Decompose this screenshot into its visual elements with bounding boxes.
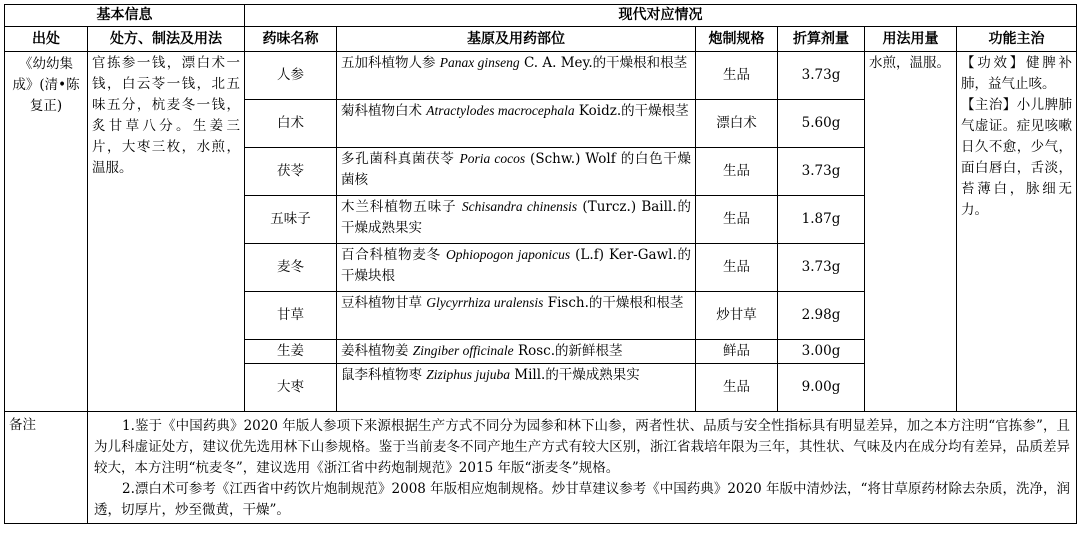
herb-name: 麦冬 [245,244,337,292]
herb-processing: 生品 [696,244,778,292]
herb-name: 生姜 [245,340,337,364]
herb-processing: 生品 [696,148,778,196]
herb-name: 甘草 [245,292,337,340]
herb-dose: 3.00g [778,340,865,364]
header-modern-correspondence: 现代对应情况 [245,5,1077,27]
herb-dose: 2.98g [778,292,865,340]
remark-paragraph-1: 1.鉴于《中国药典》2020 年版人参项下来源根据生产方式不同分为园参和林下山参，两者性状、品质与安全性指标具有明显差异，加之本方注明“官拣参”，且为儿科虚证处方，建议优先选用林下山参规格。鉴于当前麦冬不同产地生产方式有较大区别，浙江省栽培年限为三年，其性状、气味及内在成分均有差异，品质差异较大，本方注明“杭麦冬”，建议选用《浙江省中药炮制规范》2015 年版“浙麦冬”规格。 [94,418,1071,476]
header-source: 出处 [5,27,88,52]
herb-origin: 五加科植物人参 Panax ginseng C. A. Mey.的干燥根和根茎 [337,52,696,100]
herb-dose: 3.73g [778,148,865,196]
indication-text: 小儿脾肺气虚证。症见咳嗽日久不愈，少气，面白唇白，舌淡，苔薄白，脉细无力。 [961,97,1073,218]
remarks-row [5,412,1077,524]
herb-name: 白术 [245,100,337,148]
herb-processing: 生品 [696,196,778,244]
herb-dose: 3.73g [778,52,865,100]
header-processing: 炮制规格 [696,27,778,52]
herb-dose: 3.73g [778,244,865,292]
herb-processing: 鲜品 [696,340,778,364]
indication-line [961,95,1072,221]
effect-line [961,53,1072,95]
herb-origin: 姜科植物姜 Zingiber officinale Rosc.的新鲜根茎 [337,340,696,364]
herb-processing: 炒甘草 [696,292,778,340]
herb-origin: 鼠李科植物枣 Ziziphus jujuba Mill.的干燥成熟果实 [337,364,696,412]
herb-origin: 百合科植物麦冬 Ophiopogon japonicus (L.f) Ker-Gawl.的干燥块根 [337,244,696,292]
herb-name: 茯苓 [245,148,337,196]
herb-processing: 漂白术 [696,100,778,148]
effect-label: 【功效】 [961,55,1027,71]
effect-text: 健脾补肺，益气止咳。 [961,55,1073,92]
herb-name: 大枣 [245,364,337,412]
remarks-cell [88,412,1077,524]
header-prescription: 处方、制法及用法 [88,27,245,52]
group-header-row [5,5,1077,27]
source-cell: 《幼幼集成》(清•陈复正) [5,52,88,412]
prescription-table [4,4,1077,524]
column-header-row [5,27,1077,52]
herb-dose: 9.00g [778,364,865,412]
function-cell [957,52,1077,412]
header-basic-info: 基本信息 [5,5,245,27]
header-herb-name: 药味名称 [245,27,337,52]
herb-origin: 豆科植物甘草 Glycyrrhiza uralensis Fisch.的干燥根和根茎 [337,292,696,340]
herb-dose: 5.60g [778,100,865,148]
herb-origin: 木兰科植物五味子 Schisandra chinensis (Turcz.) Baill.的干燥成熟果实 [337,196,696,244]
herb-name: 五味子 [245,196,337,244]
remark-paragraph-2: 2.漂白术可参考《江西省中药饮片炮制规范》2008 年版相应炮制规格。炒甘草建议参考《中国药典》2020 年版中清炒法，“将甘草原药材除去杂质，洗净，润透，切厚片，炒至微黄，干燥”。 [94,481,1071,518]
herb-processing: 生品 [696,364,778,412]
header-origin: 基原及用药部位 [337,27,696,52]
header-dose: 折算剂量 [778,27,865,52]
herb-name: 人参 [245,52,337,100]
herb-dose: 1.87g [778,196,865,244]
herb-processing: 生品 [696,52,778,100]
remarks-label: 备注 [5,412,88,524]
prescription-cell: 官拣参一钱，漂白术一钱，白云苓一钱，北五味五分，杭麦冬一钱，炙甘草八分。生姜三片，大枣三枚，水煎，温服。 [88,52,245,412]
usage-cell: 水煎，温服。 [865,52,957,412]
herb-origin: 多孔菌科真菌茯苓 Poria cocos (Schw.) Wolf 的白色干燥菌核 [337,148,696,196]
indication-label: 【主治】 [961,97,1017,113]
herb-origin: 菊科植物白术 Atractylodes macrocephala Koidz.的干燥根茎 [337,100,696,148]
header-function: 功能主治 [957,27,1077,52]
header-usage: 用法用量 [865,27,957,52]
